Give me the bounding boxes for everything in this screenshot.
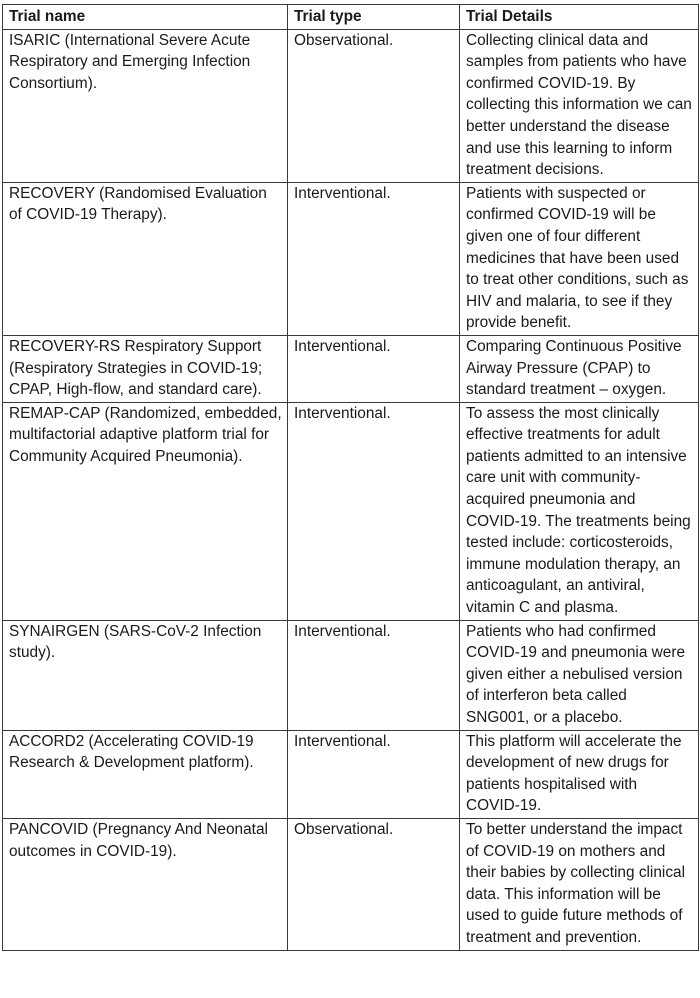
trial-details-cell: Patients with suspected or confirmed COVID-19 will be given one of four different medicines that have been used to treat other conditions, such as HIV and malaria, to see if they provide benefit.: [460, 182, 699, 335]
trial-name-cell: ACCORD2 (Accelerating COVID-19 Research & Development platform).: [3, 730, 288, 818]
trial-name-cell: REMAP-CAP (Randomized, embedded, multifactorial adaptive platform trial for Community Acquired Pneumonia).: [3, 402, 288, 620]
trial-details-cell: Patients who had confirmed COVID-19 and pneumonia were given either a nebulised version of interferon beta called SNG001, or a placebo.: [460, 620, 699, 730]
trial-details-cell: To better understand the impact of COVID-19 on mothers and their babies by collecting clinical data. This information will be used to guide future methods of treatment and prevention.: [460, 818, 699, 950]
trial-type-cell: Observational.: [288, 818, 460, 950]
trial-name-cell: RECOVERY (Randomised Evaluation of COVID-19 Therapy).: [3, 182, 288, 335]
trial-details-cell: To assess the most clinically effective treatments for adult patients admitted to an intensive care unit with community-acquired pneumonia and COVID-19. The treatments being tested include: corticosteroids, immune modulation therapy, an anticoagulant, an antiviral, vitamin C and plasma.: [460, 402, 699, 620]
trial-name-cell: RECOVERY-RS Respiratory Support (Respiratory Strategies in COVID-19; CPAP, High-flow, and standard care).: [3, 335, 288, 402]
trial-type-cell: Interventional.: [288, 182, 460, 335]
table-row: [3, 730, 699, 818]
table-row: [3, 620, 699, 730]
table-header-row: [3, 5, 699, 30]
trial-type-cell: Interventional.: [288, 402, 460, 620]
trial-type-cell: Interventional.: [288, 620, 460, 730]
trials-table: [2, 4, 699, 951]
header-trial-name: Trial name: [3, 5, 288, 30]
table-row: [3, 29, 699, 182]
table-row: [3, 818, 699, 950]
trial-name-cell: PANCOVID (Pregnancy And Neonatal outcomes in COVID-19).: [3, 818, 288, 950]
trial-name-cell: SYNAIRGEN (SARS-CoV-2 Infection study).: [3, 620, 288, 730]
trial-type-cell: Interventional.: [288, 730, 460, 818]
header-trial-details: Trial Details: [460, 5, 699, 30]
table-row: [3, 335, 699, 402]
table-row: [3, 402, 699, 620]
trial-type-cell: Observational.: [288, 29, 460, 182]
trial-details-cell: Collecting clinical data and samples from patients who have confirmed COVID-19. By collecting this information we can better understand the disease and use this learning to inform treatment decisions.: [460, 29, 699, 182]
trial-name-cell: ISARIC (International Severe Acute Respiratory and Emerging Infection Consortium).: [3, 29, 288, 182]
trial-type-cell: Interventional.: [288, 335, 460, 402]
trial-details-cell: This platform will accelerate the development of new drugs for patients hospitalised with COVID-19.: [460, 730, 699, 818]
table-row: [3, 182, 699, 335]
trial-details-cell: Comparing Continuous Positive Airway Pressure (CPAP) to standard treatment – oxygen.: [460, 335, 699, 402]
header-trial-type: Trial type: [288, 5, 460, 30]
